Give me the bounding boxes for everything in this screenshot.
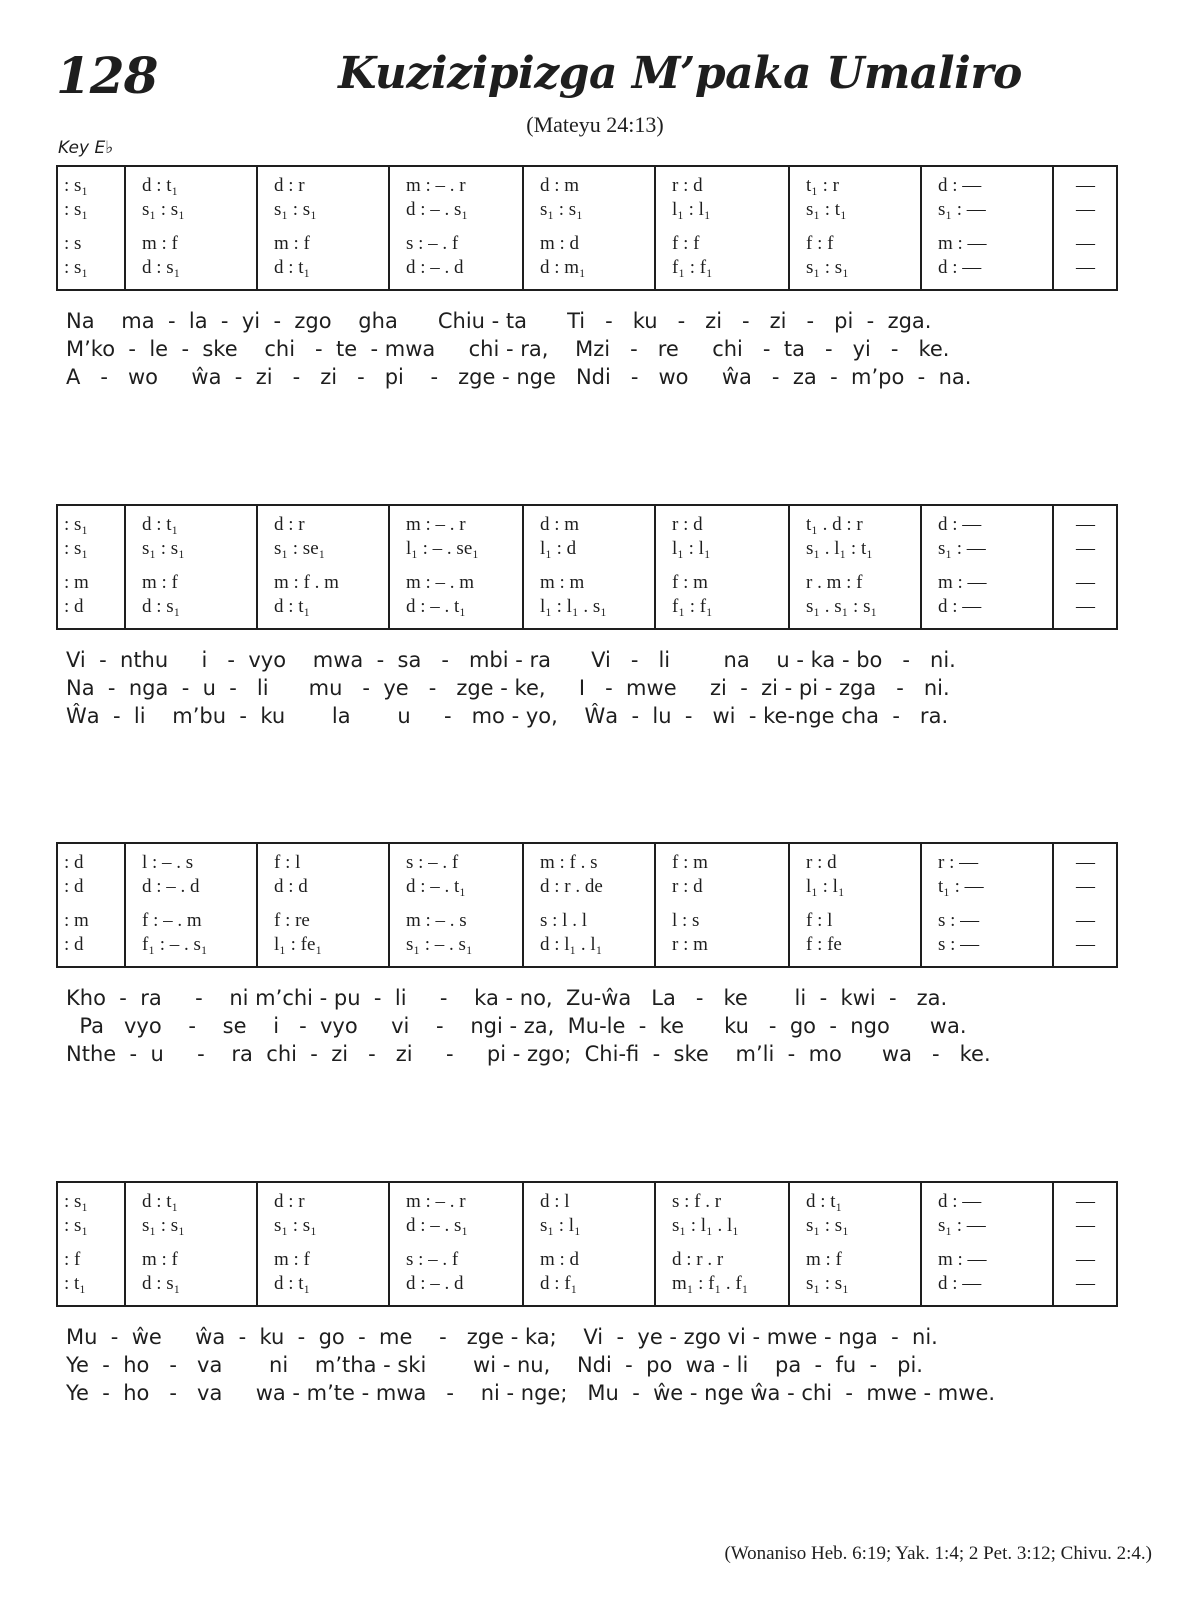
sol-fa-cell: r : m — [672, 934, 708, 955]
sol-fa-cell: m : f — [274, 233, 310, 254]
measure — [124, 167, 258, 289]
measure — [1052, 167, 1122, 289]
sol-fa-cell: d : m — [540, 514, 580, 535]
sol-fa-cell: d : — — [938, 257, 982, 278]
sol-fa-cell: : s — [64, 233, 82, 254]
sol-fa-cell: d : t₁ — [274, 596, 311, 617]
sol-fa-cell: — — [1076, 199, 1095, 220]
sol-fa-cell: — — [1076, 910, 1095, 931]
sol-fa-cell: r : d — [806, 852, 837, 873]
sol-fa-cell: d : r . de — [540, 876, 603, 897]
measure — [58, 506, 124, 628]
sol-fa-cell: s₁ : t₁ — [806, 199, 847, 220]
sol-fa-cell: l : – . s — [142, 852, 194, 873]
sol-fa-cell: d : t₁ — [142, 1191, 179, 1212]
sol-fa-cell: s₁ : s₁ — [274, 199, 317, 220]
hymn-number: 128 — [56, 46, 158, 105]
sol-fa-cell: : s₁ — [64, 199, 89, 220]
sol-fa-cell: — — [1076, 514, 1095, 535]
sol-fa-cell: : m — [64, 572, 89, 593]
measure — [124, 844, 258, 966]
sol-fa-cell: l₁ : l₁ — [806, 876, 845, 897]
measure — [788, 844, 922, 966]
sol-fa-cell: s₁ : s₁ — [142, 1215, 185, 1236]
sol-fa-cell: m₁ : f₁ . f₁ — [672, 1273, 749, 1294]
sol-fa-cell: d : m₁ — [540, 257, 586, 278]
measure — [256, 506, 390, 628]
sol-fa-cell: d : r . r — [672, 1249, 724, 1270]
sol-fa-cell: d : – . t₁ — [406, 596, 466, 617]
sol-fa-cell: — — [1076, 852, 1095, 873]
sol-fa-cell: d : – . s₁ — [406, 1215, 469, 1236]
sol-fa-cell: d : r — [274, 1191, 305, 1212]
sol-fa-cell: d : s₁ — [142, 1273, 181, 1294]
measure — [124, 506, 258, 628]
sol-fa-cell: f₁ : f₁ — [672, 257, 713, 278]
sol-fa-cell: s : – . f — [406, 1249, 459, 1270]
sol-fa-cell: m : – . r — [406, 1191, 466, 1212]
sol-fa-cell: d : t₁ — [142, 514, 179, 535]
sol-fa-cell: s₁ . s₁ : s₁ — [806, 596, 878, 617]
measure — [388, 167, 524, 289]
sol-fa-cell: — — [1076, 1249, 1095, 1270]
measure — [256, 1183, 390, 1305]
sol-fa-cell: s₁ : — — [938, 1215, 986, 1236]
sol-fa-cell: d : l — [540, 1191, 570, 1212]
measure — [1052, 844, 1122, 966]
lyric-line: Nthe - u - ra chi - zi - zi - pi - zgo; Chi-fi - ske m’li - mo wa - ke. — [66, 1042, 991, 1066]
sol-fa-cell: m : f — [142, 572, 178, 593]
sol-fa-cell: d : — — [938, 1273, 982, 1294]
lyric-line: Vi - nthu i - vyo mwa - sa - mbi - ra Vi - li na u - ka - bo - ni. — [66, 648, 956, 672]
measure — [522, 1183, 656, 1305]
sol-fa-cell: m : — — [938, 572, 987, 593]
sol-fa-cell: m : – . m — [406, 572, 475, 593]
lyric-line: Ŵa - li m’bu - ku la u - mo - yo, Ŵa - lu - wi - ke-nge cha - ra. — [66, 704, 949, 728]
sol-fa-cell: m : f — [806, 1249, 842, 1270]
sol-fa-cell: d : – . d — [406, 1273, 464, 1294]
measure — [788, 506, 922, 628]
sol-fa-cell: m : — — [938, 233, 987, 254]
notation-staff — [56, 1181, 1118, 1307]
sol-fa-cell: f : l — [274, 852, 301, 873]
sol-fa-cell: : s₁ — [64, 175, 89, 196]
sol-fa-cell: d : f₁ — [540, 1273, 578, 1294]
sol-fa-cell: d : — — [938, 514, 982, 535]
measure — [522, 506, 656, 628]
measure — [522, 844, 656, 966]
sol-fa-cell: r : d — [672, 876, 703, 897]
sol-fa-cell: s : f . r — [672, 1191, 722, 1212]
measure — [58, 844, 124, 966]
scripture-reference: (Mateyu 24:13) — [526, 112, 664, 137]
lyric-line: Pa vyo - se i - vyo vi - ngi - za, Mu-le - ke ku - go - ngo wa. — [66, 1014, 967, 1038]
sol-fa-cell: f : – . m — [142, 910, 202, 931]
sol-fa-cell: : m — [64, 910, 89, 931]
sol-fa-cell: d : d — [274, 876, 308, 897]
sol-fa-cell: d : s₁ — [142, 257, 181, 278]
measure — [654, 506, 790, 628]
key-signature: Key E♭ — [58, 138, 114, 158]
lyric-line: M’ko - le - ske chi - te - mwa chi - ra, Mzi - re chi - ta - yi - ke. — [66, 337, 950, 361]
lyric-line: Ye - ho - va wa - m’te - mwa - ni - nge; Mu - ŵe - nge ŵa - chi - mwe - mwe. — [66, 1381, 996, 1405]
sol-fa-cell: s₁ : s₁ — [540, 199, 583, 220]
sol-fa-cell: l₁ : l₁ — [672, 538, 711, 559]
measure — [920, 167, 1054, 289]
sol-fa-cell: — — [1076, 175, 1095, 196]
measure — [256, 167, 390, 289]
sol-fa-cell: s₁ : s₁ — [142, 538, 185, 559]
sol-fa-cell: m : f . m — [274, 572, 339, 593]
sol-fa-cell: l₁ : l₁ . s₁ — [540, 596, 607, 617]
sol-fa-cell: : s₁ — [64, 257, 89, 278]
sol-fa-cell: : d — [64, 876, 84, 897]
sol-fa-cell: r : d — [672, 514, 703, 535]
sol-fa-cell: — — [1076, 1191, 1095, 1212]
sol-fa-cell: m : – . s — [406, 910, 467, 931]
notation-staff — [56, 504, 1118, 630]
measure — [1052, 506, 1122, 628]
sol-fa-cell: s₁ : s₁ — [142, 199, 185, 220]
measure — [58, 167, 124, 289]
measure — [654, 167, 790, 289]
lyric-line: Ye - ho - va ni m’tha - ski wi - nu, Ndi - po wa - li pa - fu - pi. — [66, 1353, 923, 1377]
sol-fa-cell: l₁ : l₁ — [672, 199, 711, 220]
lyric-line: Na ma - la - yi - zgo gha Chiu - ta Ti - ku - zi - zi - pi - zga. — [66, 309, 932, 333]
sol-fa-cell: — — [1076, 934, 1095, 955]
measure — [1052, 1183, 1122, 1305]
sol-fa-cell: d : m — [540, 175, 580, 196]
sol-fa-cell: m : d — [540, 1249, 580, 1270]
measure — [522, 167, 656, 289]
sol-fa-cell: r : d — [672, 175, 703, 196]
sol-fa-cell: s₁ : s₁ — [274, 1215, 317, 1236]
measure — [920, 1183, 1054, 1305]
sol-fa-cell: t₁ . d : r — [806, 514, 863, 535]
sol-fa-cell: s : — — [938, 910, 980, 931]
sol-fa-cell: d : t₁ — [274, 1273, 311, 1294]
sol-fa-cell: m : f — [142, 1249, 178, 1270]
lyric-line: Mu - ŵe ŵa - ku - go - me - zge - ka; Vi - ye - zgo vi - mwe - nga - ni. — [66, 1325, 938, 1349]
sol-fa-cell: : d — [64, 596, 84, 617]
sol-fa-cell: s : — — [938, 934, 980, 955]
cross-references: (Wonaniso Heb. 6:19; Yak. 1:4; 2 Pet. 3:12; Chivu. 2:4.) — [724, 1543, 1152, 1564]
sol-fa-cell: d : — — [938, 1191, 982, 1212]
sol-fa-cell: — — [1076, 233, 1095, 254]
sol-fa-cell: s₁ : l₁ . l₁ — [672, 1215, 739, 1236]
sol-fa-cell: d : s₁ — [142, 596, 181, 617]
sol-fa-cell: s : – . f — [406, 233, 459, 254]
sol-fa-cell: — — [1076, 1273, 1095, 1294]
sol-fa-cell: m : – . r — [406, 514, 466, 535]
lyric-line: Kho - ra - ni m’chi - pu - li - ka - no, Zu-ŵa La - ke li - kwi - za. — [66, 986, 948, 1010]
sol-fa-cell: — — [1076, 257, 1095, 278]
sol-fa-cell: d : — — [938, 596, 982, 617]
sol-fa-cell: s : – . f — [406, 852, 459, 873]
sol-fa-cell: s₁ : s₁ — [806, 1273, 849, 1294]
sol-fa-cell: : s₁ — [64, 1215, 89, 1236]
sol-fa-cell: — — [1076, 538, 1095, 559]
sol-fa-cell: f : fe — [806, 934, 842, 955]
sol-fa-cell: s₁ : — — [938, 199, 986, 220]
sol-fa-cell: m : f — [274, 1249, 310, 1270]
sol-fa-cell: s₁ : s₁ — [806, 1215, 849, 1236]
lyric-line: A - wo ŵa - zi - zi - pi - zge - nge Ndi - wo ŵa - za - m’po - na. — [66, 365, 972, 389]
sol-fa-cell: f₁ : f₁ — [672, 596, 713, 617]
measure — [788, 1183, 922, 1305]
sol-fa-cell: : d — [64, 852, 84, 873]
sol-fa-cell: f : f — [806, 233, 834, 254]
lyric-line: Na - nga - u - li mu - ye - zge - ke, I - mwe zi - zi - pi - zga - ni. — [66, 676, 950, 700]
measure — [654, 1183, 790, 1305]
measure — [654, 844, 790, 966]
measure — [256, 844, 390, 966]
sol-fa-cell: r : — — [938, 852, 979, 873]
sol-fa-cell: d : t₁ — [806, 1191, 843, 1212]
sol-fa-cell: — — [1076, 596, 1095, 617]
sol-fa-cell: d : – . s₁ — [406, 199, 469, 220]
measure — [920, 844, 1054, 966]
sol-fa-cell: m : f . s — [540, 852, 598, 873]
sol-fa-cell: : f — [64, 1249, 81, 1270]
sol-fa-cell: m : d — [540, 233, 580, 254]
sol-fa-cell: — — [1076, 572, 1095, 593]
sol-fa-cell: d : — — [938, 175, 982, 196]
measure — [788, 167, 922, 289]
sol-fa-cell: l₁ : – . se₁ — [406, 538, 479, 559]
sol-fa-cell: : d — [64, 934, 84, 955]
sol-fa-cell: — — [1076, 876, 1095, 897]
sol-fa-cell: s₁ : s₁ — [806, 257, 849, 278]
notation-staff — [56, 842, 1118, 968]
sol-fa-cell: l₁ : d — [540, 538, 577, 559]
sol-fa-cell: : s₁ — [64, 538, 89, 559]
measure — [124, 1183, 258, 1305]
measure — [58, 1183, 124, 1305]
sol-fa-cell: m : – . r — [406, 175, 466, 196]
sol-fa-cell: f₁ : – . s₁ — [142, 934, 208, 955]
sol-fa-cell: m : f — [142, 233, 178, 254]
sol-fa-cell: l : s — [672, 910, 700, 931]
sol-fa-cell: : s₁ — [64, 1191, 89, 1212]
sol-fa-cell: d : l₁ . l₁ — [540, 934, 603, 955]
sol-fa-cell: f : re — [274, 910, 310, 931]
sol-fa-cell: r . m : f — [806, 572, 863, 593]
measure — [920, 506, 1054, 628]
sol-fa-cell: : t₁ — [64, 1273, 86, 1294]
sol-fa-cell: d : t₁ — [142, 175, 179, 196]
sol-fa-cell: l₁ : fe₁ — [274, 934, 323, 955]
sol-fa-cell: d : r — [274, 175, 305, 196]
measure — [388, 1183, 524, 1305]
sol-fa-cell: m : m — [540, 572, 585, 593]
sol-fa-cell: s : l . l — [540, 910, 587, 931]
notation-staff — [56, 165, 1118, 291]
sol-fa-cell: — — [1076, 1215, 1095, 1236]
sol-fa-cell: s₁ : l₁ — [540, 1215, 581, 1236]
sol-fa-cell: s₁ : – . s₁ — [406, 934, 473, 955]
sol-fa-cell: s₁ . l₁ : t₁ — [806, 538, 873, 559]
sol-fa-cell: s₁ : — — [938, 538, 986, 559]
hymn-title: Kuzizipizga M’paka Umaliro — [338, 48, 1022, 99]
sol-fa-cell: : s₁ — [64, 514, 89, 535]
sol-fa-cell: m : — — [938, 1249, 987, 1270]
sol-fa-cell: t₁ : — — [938, 876, 984, 897]
sol-fa-cell: f : f — [672, 233, 700, 254]
sol-fa-cell: f : l — [806, 910, 833, 931]
sol-fa-cell: s₁ : se₁ — [274, 538, 326, 559]
sol-fa-cell: f : m — [672, 852, 708, 873]
measure — [388, 844, 524, 966]
sol-fa-cell: d : t₁ — [274, 257, 311, 278]
sol-fa-cell: d : – . t₁ — [406, 876, 466, 897]
sol-fa-cell: d : – . d — [406, 257, 464, 278]
sol-fa-cell: t₁ : r — [806, 175, 840, 196]
sol-fa-cell: d : – . d — [142, 876, 200, 897]
sol-fa-cell: d : r — [274, 514, 305, 535]
sol-fa-cell: f : m — [672, 572, 708, 593]
measure — [388, 506, 524, 628]
